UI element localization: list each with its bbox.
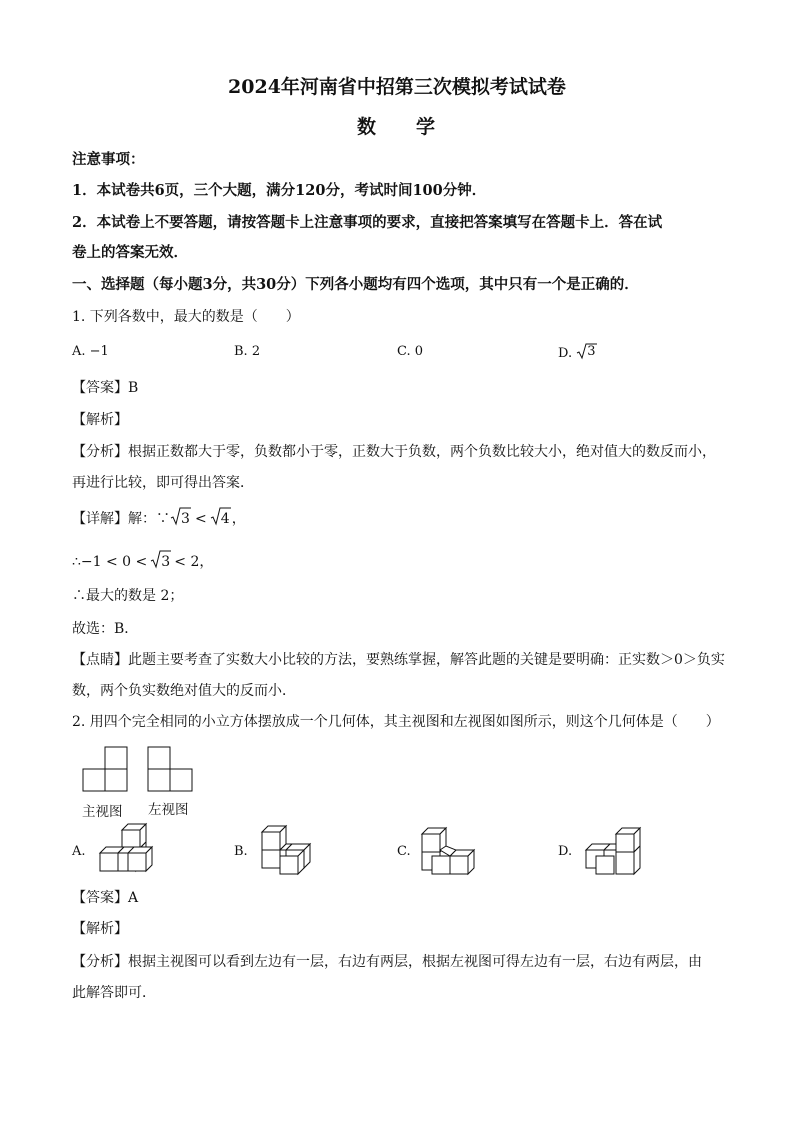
exam-title: 2024年河南省中招第三次模拟考试试卷 <box>228 76 566 98</box>
subject-title <box>0 112 794 139</box>
q2-fenxi-line-2: 此解答即可． <box>72 985 156 1001</box>
section-1-heading: 一、选择题（每小题3分，共30分）下列各小题均有四个选项，其中只有一个是正确的． <box>72 276 639 293</box>
q2-option-a-label: A. <box>72 844 86 859</box>
sqrt-3 <box>170 508 192 526</box>
subject-char-1: 数 <box>356 116 378 138</box>
option-d-cubes-figure <box>584 826 642 878</box>
ineq-prefix: ∴−1 < 0 < <box>72 554 148 570</box>
radicand: 4 <box>220 511 230 527</box>
subject-char-2: 学 <box>416 116 438 138</box>
option-a-cubes-figure <box>98 822 156 878</box>
radicand: 3 <box>181 511 190 527</box>
q1-option-d <box>558 344 598 361</box>
notes-heading: 注意事项： <box>72 151 145 168</box>
q2-stem: 2. 用四个完全相同的小立方体摆放成一个几何体，其主视图和左视图如图所示，则这个几何体是（ ） <box>72 714 720 730</box>
q1-choose: 故选：B． <box>72 621 139 637</box>
left-view-figure <box>147 746 195 792</box>
q1-fenxi-line-1: 【分析】根据正数都大于零，负数都小于零，正数大于负数，两个负数比较大小，绝对值大的数反而小， <box>72 444 716 460</box>
q1-analysis-label: 【解析】 <box>72 412 128 428</box>
q2-option-d-label: D. <box>558 844 573 859</box>
ineq-suffix: < 2， <box>174 554 214 570</box>
q1-dianjing-line-1: 【点睛】此题主要考查了实数大小比较的方法，要熟练掌握，解答此题的关键是要明确：正实数＞0＞负实 <box>72 652 725 668</box>
sqrt-3-option <box>576 344 598 360</box>
q2-fenxi-line-1: 【分析】根据主视图可以看到左边有一层，右边有两层，根据左视图可得左边有一层，右边有两层，由 <box>72 954 702 970</box>
less-than-sign: < <box>195 511 207 527</box>
q1-fenxi-line-2: 再进行比较，即可得出答案． <box>72 475 254 491</box>
q1-inequality-line <box>72 551 732 572</box>
q1-option-d-label: D. <box>558 346 577 361</box>
q1-stem: 1. 下列各数中，最大的数是（ ） <box>72 309 300 325</box>
notes-item-2-line-1: 2．本试卷上不要答题，请按答题卡上注意事项的要求，直接把答案填写在答题卡上．答在试 <box>72 214 663 231</box>
q1-option-c: C. 0 <box>397 344 424 359</box>
front-view-figure <box>82 746 130 792</box>
option-b-cubes-figure <box>258 824 314 878</box>
q1-answer: 【答案】B <box>72 380 139 396</box>
q2-option-b-label: B. <box>234 844 248 859</box>
sqrt-4 <box>210 508 232 526</box>
comma: ， <box>231 511 246 527</box>
q1-detail-line <box>72 508 732 529</box>
notes-item-2-line-2: 卷上的答案无效． <box>72 244 188 261</box>
q2-answer: 【答案】A <box>72 890 139 906</box>
q1-detail-label: 【详解】解：∵ <box>72 511 170 527</box>
q1-conclusion: ∴最大的数是 2； <box>72 588 184 604</box>
left-view-caption: 左视图 <box>148 802 189 818</box>
q1-option-a: A. −1 <box>72 344 109 359</box>
radicand: 3 <box>161 554 171 570</box>
q1-option-b: B. 2 <box>234 344 261 359</box>
front-view-caption: 主视图 <box>82 804 123 820</box>
radicand: 3 <box>587 344 596 359</box>
q2-option-c-label: C. <box>397 844 411 859</box>
q1-dianjing-line-2: 数，两个负实数绝对值大的反而小． <box>72 683 296 699</box>
q2-analysis-label: 【解析】 <box>72 921 128 937</box>
sqrt-3 <box>150 551 172 569</box>
notes-item-1: 1．本试卷共6页，三个大题，满分120分，考试时间100分钟． <box>72 182 487 199</box>
option-c-cubes-figure <box>420 826 476 878</box>
